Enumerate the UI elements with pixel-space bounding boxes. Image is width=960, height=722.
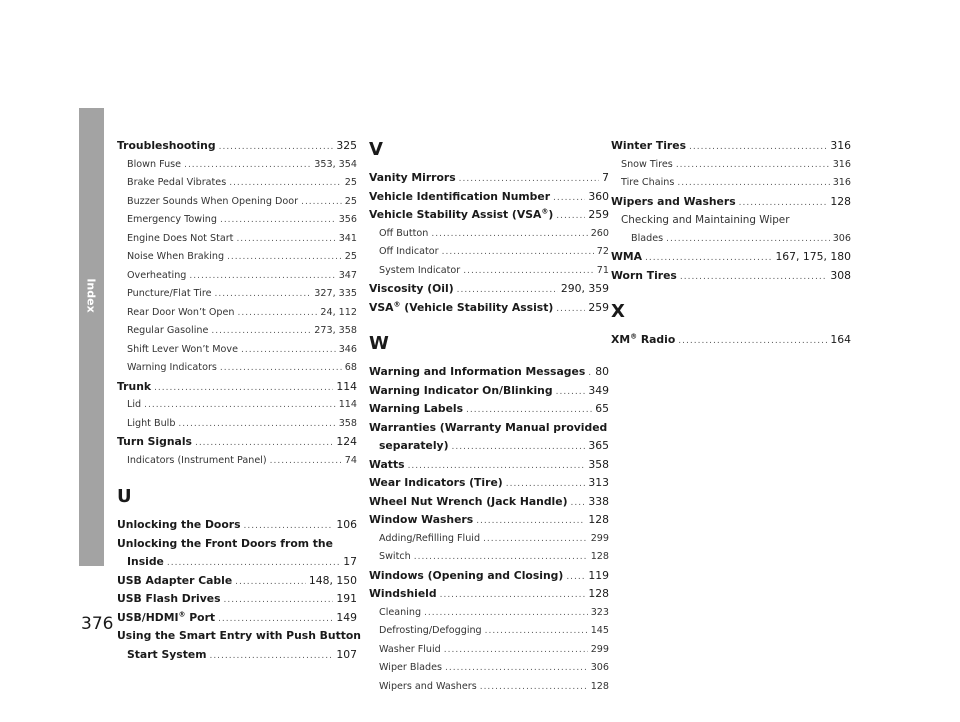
index-entry[interactable]: Warning Indicator On/Blinking ..... 349 [369,382,609,401]
index-subentry[interactable]: Noise When Braking ..... 25 [117,248,357,267]
page-number: 376 [81,614,114,634]
index-entry[interactable]: Vanity Mirrors ..... 7 [369,169,609,188]
index-entry-line[interactable]: Using the Smart Entry with Push Button [117,629,361,642]
index-subentry[interactable]: Washer Fluid ..... 299 [369,641,609,660]
index-entry[interactable]: Windshield ..... 128 [369,585,609,604]
index-subentry[interactable]: Rear Door Won’t Open ..... 24, 112 [117,304,357,323]
letter-heading-x: X [611,301,625,322]
index-subentry[interactable]: Off Indicator ..... 72 [369,243,609,262]
index-subentry[interactable]: Brake Pedal Vibrates ..... 25 [117,174,357,193]
index-entry[interactable]: Vehicle Stability Assist (VSA®) ..... 259 [369,206,609,225]
index-entry-line[interactable]: Warranties (Warranty Manual provided [369,420,608,434]
index-column-1 [117,137,361,664]
index-entry[interactable]: USB Adapter Cable ..... 148, 150 [117,572,357,591]
index-subentry[interactable]: Tire Chains ..... 316 [611,174,851,193]
index-subentry[interactable]: Blown Fuse ..... 353, 354 [117,156,357,175]
index-entry[interactable]: Windows (Opening and Closing) ..... 119 [369,567,609,586]
index-entry[interactable]: Vehicle Identification Number ..... 360 [369,188,609,207]
index-entry[interactable]: XM® Radio ..... 164 [611,331,851,350]
index-subentry[interactable]: Puncture/Flat Tire ..... 327, 335 [117,285,357,304]
index-column-2 [369,137,609,696]
index-subentry[interactable]: Light Bulb ..... 358 [117,415,357,434]
index-entry[interactable]: Unlocking the Doors ..... 106 [117,516,357,535]
letter-heading-u: U [117,486,132,507]
index-entry[interactable]: Turn Signals ..... 124 [117,433,357,452]
index-entry[interactable]: USB/HDMI® Port ..... 149 [117,609,357,628]
index-subentry[interactable]: System Indicator ..... 71 [369,262,609,281]
index-entry[interactable]: WMA ..... 167, 175, 180 [611,248,851,267]
index-subentry[interactable]: Overheating ..... 347 [117,267,357,286]
index-entry[interactable]: Trunk ..... 114 [117,378,357,397]
index-subentry[interactable]: Regular Gasoline ..... 273, 358 [117,322,357,341]
index-column-3 [611,137,851,350]
index-entry[interactable]: USB Flash Drives ..... 191 [117,590,357,609]
index-subentry[interactable]: Blades ..... 306 [611,230,851,249]
index-entry[interactable]: VSA® (Vehicle Stability Assist) ..... 259 [369,299,609,318]
index-subentry[interactable]: Wipers and Washers ..... 128 [369,678,609,697]
index-entry[interactable]: Worn Tires ..... 308 [611,267,851,286]
index-entry[interactable]: Wear Indicators (Tire) ..... 313 [369,474,609,493]
letter-heading-v: V [369,139,383,160]
index-subentry[interactable]: Buzzer Sounds When Opening Door ..... 25 [117,193,357,212]
index-subentry[interactable]: Indicators (Instrument Panel) ..... 74 [117,452,357,471]
index-subentry[interactable]: Defrosting/Defogging ..... 145 [369,622,609,641]
index-entry[interactable]: Troubleshooting ..... 325 [117,137,357,156]
index-entry[interactable]: Viscosity (Oil) ..... 290, 359 [369,280,609,299]
index-subentry[interactable]: Cleaning ..... 323 [369,604,609,623]
index-entry[interactable]: Wheel Nut Wrench (Jack Handle) ..... 338 [369,493,609,512]
index-subentry[interactable]: Off Button ..... 260 [369,225,609,244]
index-subentry[interactable]: Lid ..... 114 [117,396,357,415]
index-entry[interactable]: Wipers and Washers ..... 128 [611,193,851,212]
index-entry[interactable]: Warning Labels ..... 65 [369,400,609,419]
index-subentry[interactable]: Snow Tires ..... 316 [611,156,851,175]
index-subentry[interactable]: Engine Does Not Start ..... 341 [117,230,357,249]
index-subentry[interactable]: Shift Lever Won’t Move ..... 346 [117,341,357,360]
index-subentry[interactable]: Warning Indicators ..... 68 [117,359,357,378]
letter-heading-w: W [369,333,389,354]
index-entry[interactable]: Watts ..... 358 [369,456,609,475]
index-subentry[interactable]: Switch ..... 128 [369,548,609,567]
index-entry[interactable]: Winter Tires ..... 316 [611,137,851,156]
index-subentry[interactable]: Wiper Blades ..... 306 [369,659,609,678]
index-entry[interactable]: separately) ..... 365 [369,437,609,456]
index-entry[interactable]: Window Washers ..... 128 [369,511,609,530]
troubleshooting-group [117,137,357,470]
index-entry[interactable]: Warning and Information Messages ..... 80 [369,363,609,382]
index-subentry[interactable]: Adding/Refilling Fluid ..... 299 [369,530,609,549]
index-entry[interactable]: Inside ..... 17 [117,553,357,572]
index-entry[interactable]: Start System ..... 107 [117,646,357,665]
section-tab [79,108,104,566]
index-subentry[interactable]: Emergency Towing ..... 356 [117,211,357,230]
index-subentry-line[interactable]: Checking and Maintaining Wiper [621,214,790,226]
section-tab-label: Index [85,277,99,313]
index-entry-line[interactable]: Unlocking the Front Doors from the [117,536,333,550]
